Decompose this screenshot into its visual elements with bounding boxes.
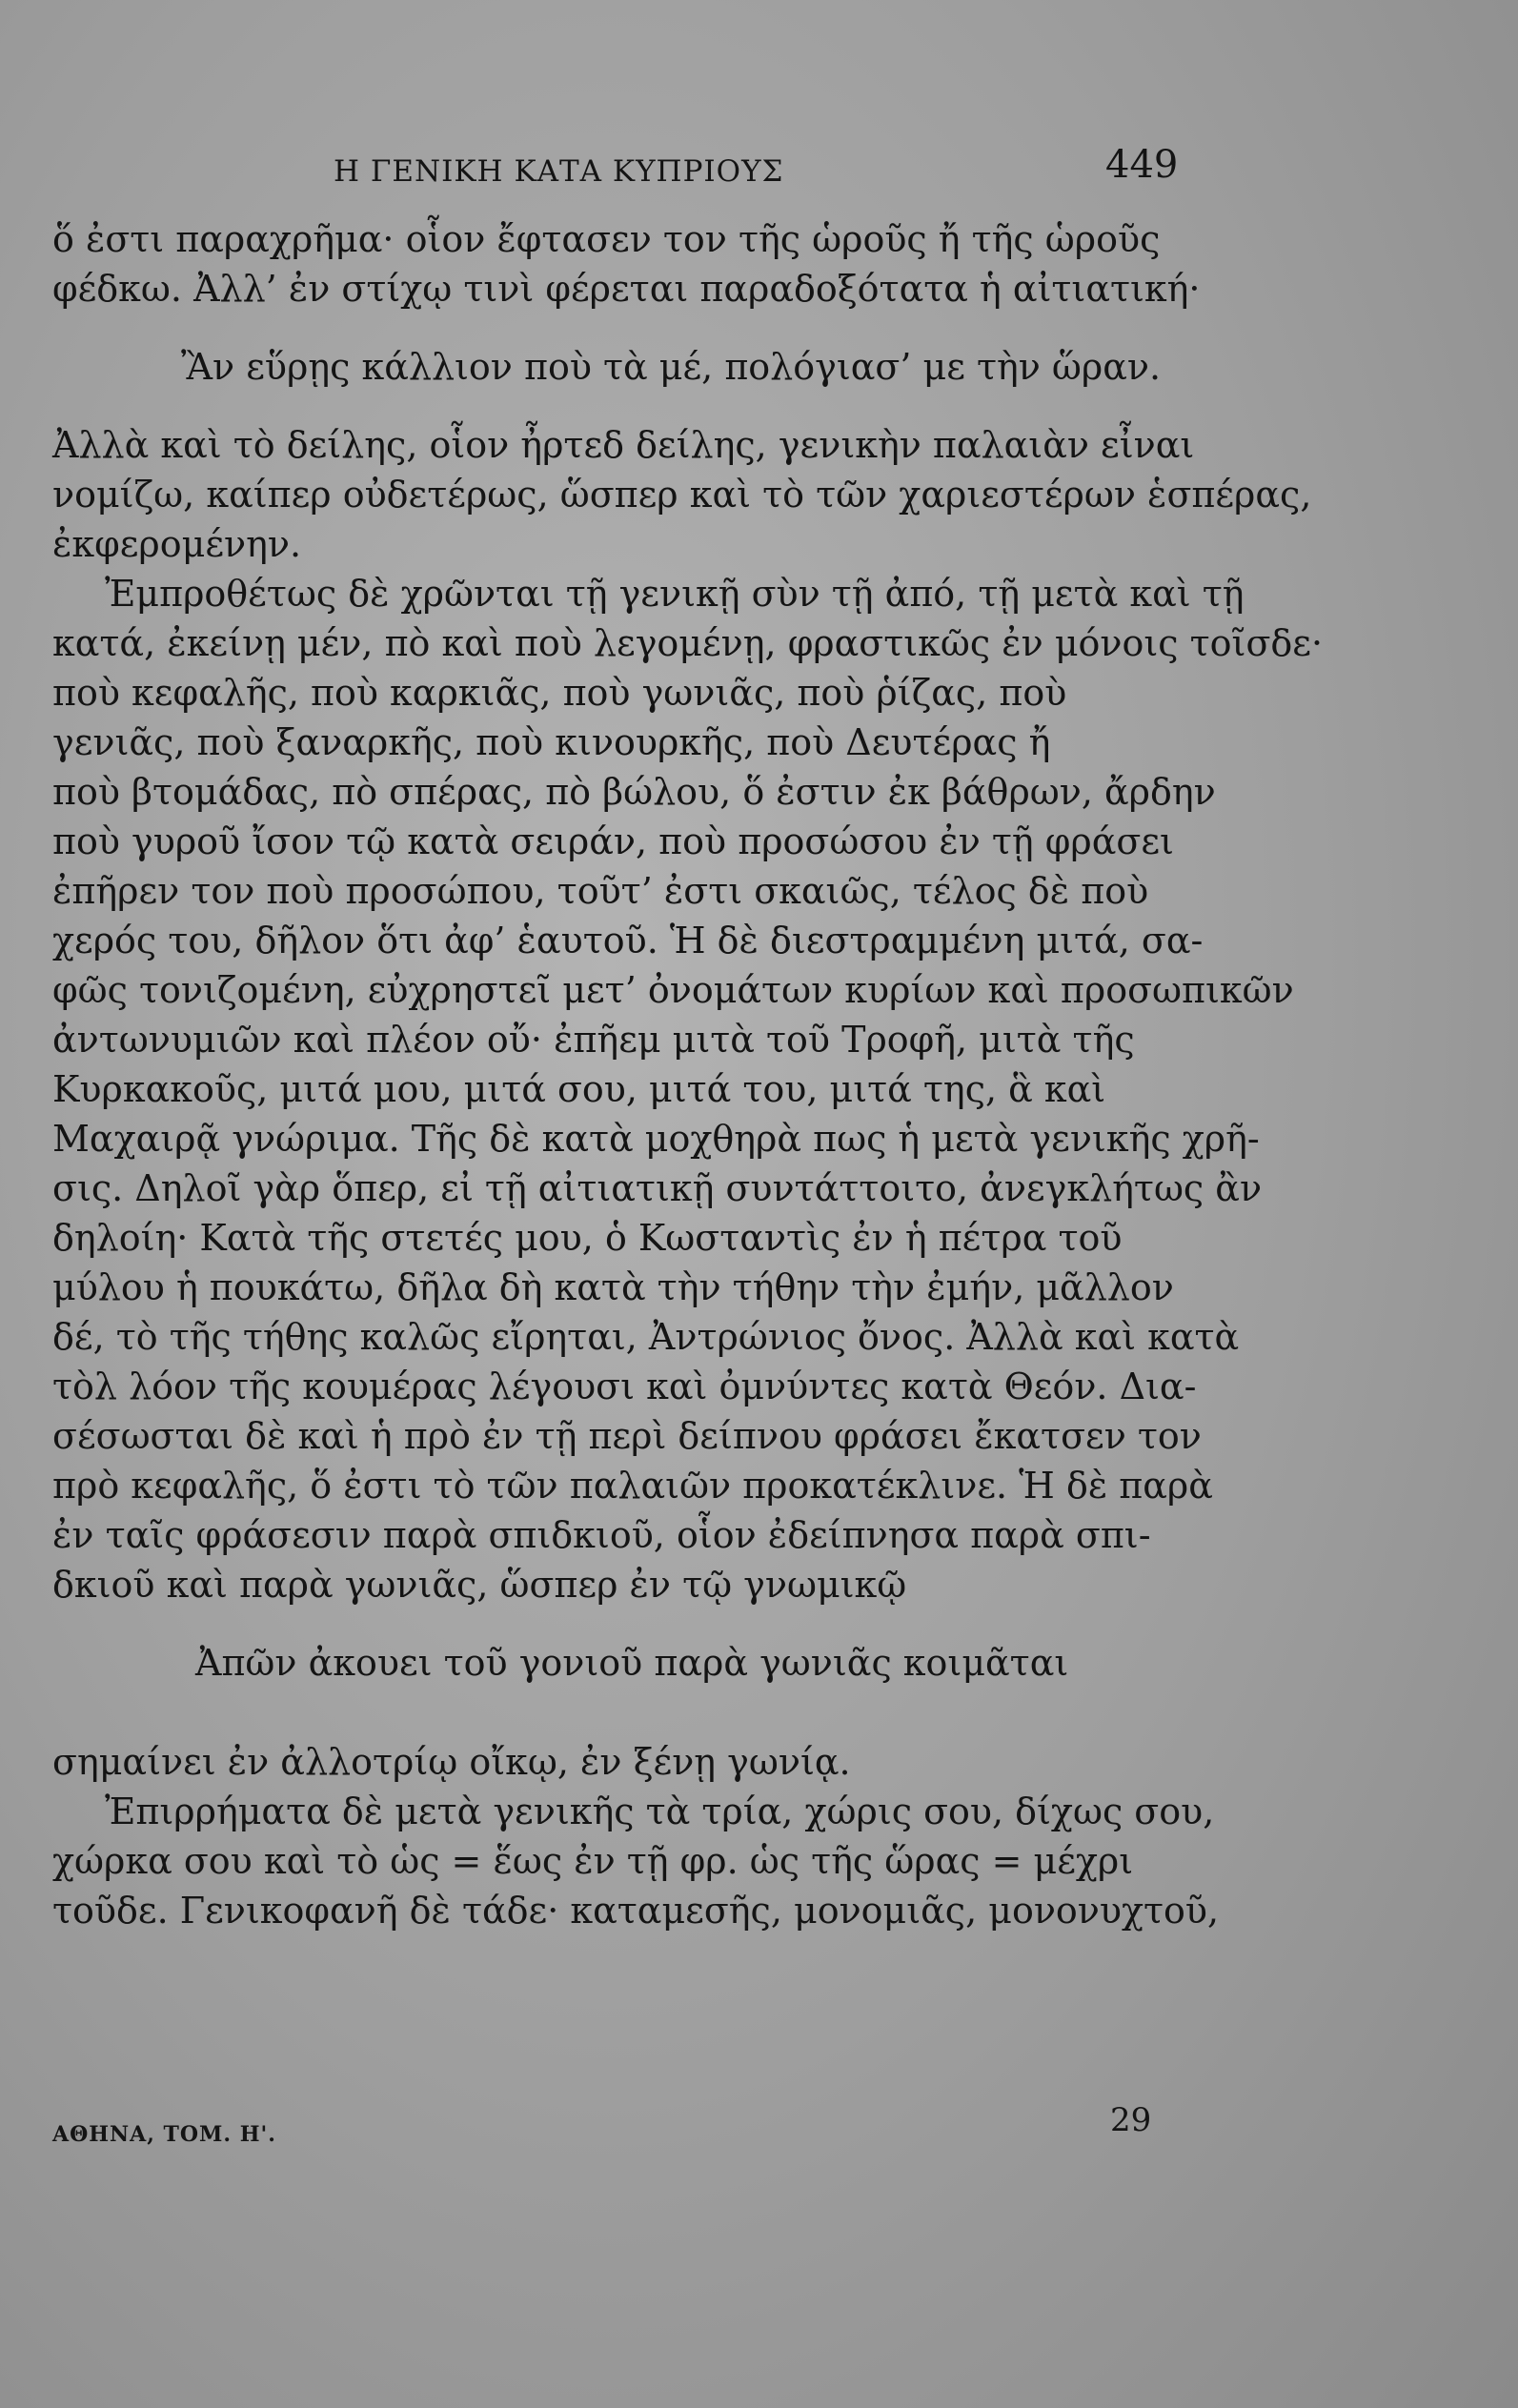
text-line: Ἐμπροθέτως δὲ χρῶνται τῇ γενικῇ σὺν τῇ ἀπό, τῇ μετὰ καὶ τῇ [105, 573, 1245, 615]
signature-mark: ΑΘΗΝΑ, ΤΟΜ. Η'. [52, 2122, 276, 2147]
text-line: ποὺ κεφαλῆς, ποὺ καρκιᾶς, ποὺ γωνιᾶς, ποὺ ῥίζας, ποὺ [52, 672, 1067, 714]
text-line: κατά, ἐκείνῃ μέν, πὸ καὶ ποὺ λεγομένῃ, φραστικῶς ἐν μόνοις τοῖσδε· [52, 622, 1324, 664]
body-text [52, 214, 1324, 1935]
page-header [0, 143, 1518, 200]
text-line: τὸλ λόον τῆς κουμέρας λέγουσι καὶ ὀμνύντες κατὰ Θεόν. Δια- [52, 1366, 1197, 1407]
text-line: δηλοίη· Κατὰ τῆς στετές μου, ὁ Κωσταντὶς ἐν ἡ πέτρα τοῦ [52, 1217, 1123, 1259]
verse-line: Ἂν εὕρῃς κάλλιον ποὺ τὰ μέ, πολόγιασ’ με τὴν ὥραν. [181, 346, 1162, 388]
text-line: τοῦδε. Γενικοφανῆ δὲ τάδε· καταμεσῆς, μονομιᾶς, μονονυχτοῦ, [52, 1890, 1220, 1932]
text-line: χώρκα σου καὶ τὸ ὡς = ἕως ἐν τῇ φρ. ὡς τῆς ὥρας = μέχρι [52, 1840, 1134, 1882]
text-line: Ἀλλὰ καὶ τὸ δείλης, οἷον ἦρτεδ δείλης, γενικὴν παλαιὰν εἶναι [52, 424, 1195, 466]
text-line: σις. Δηλοῖ γὰρ ὅπερ, εἰ τῇ αἰτιατικῇ συντάττοιτο, ἀνεγκλήτως ἂν [52, 1167, 1263, 1209]
text-line: μύλου ἡ πουκάτω, δῆλα δὴ κατὰ τὴν τήθην τὴν ἐμήν, μᾶλλον [52, 1266, 1174, 1308]
text-line: σημαίνει ἐν ἀλλοτρίῳ οἴκῳ, ἐν ξένῃ γωνίᾳ. [52, 1741, 851, 1783]
text-line: νομίζω, καίπερ οὐδετέρως, ὥσπερ καὶ τὸ τῶν χαριεστέρων ἑσπέρας, [52, 474, 1312, 516]
sheet-number: 29 [1110, 2101, 1152, 2139]
text-line: ἐπῆρεν τον ποὺ προσώπου, τοῦτ’ ἐστι σκαιῶς, τέλος δὲ ποὺ [52, 870, 1149, 912]
page-number: 449 [1105, 143, 1179, 187]
text-line: ποὺ βτομάδας, πὸ σπέρας, πὸ βώλου, ὅ ἐστιν ἐκ βάθρων, ἄρδην [52, 771, 1216, 813]
verse-line: Ἀπῶν ἀκουει τοῦ γονιοῦ παρὰ γωνιᾶς κοιμᾶται [195, 1642, 1069, 1684]
text-line: πρὸ κεφαλῆς, ὅ ἐστι τὸ τῶν παλαιῶν προκατέκλινε. Ἡ δὲ παρὰ [52, 1465, 1213, 1507]
page-footer [52, 2101, 1196, 2158]
text-line: ὅ ἐστι παραχρῆμα· οἷον ἔφτασεν τον τῆς ὡροῦς ἤ τῆς ὡροῦς [52, 218, 1161, 260]
text-line: ποὺ γυροῦ ἴσον τῷ κατὰ σειράν, ποὺ προσώσου ἐν τῇ φράσει [52, 820, 1174, 862]
text-line: Μαχαιρᾷ γνώριμα. Τῆς δὲ κατὰ μοχθηρὰ πως ἡ μετὰ γενικῆς χρῆ- [52, 1118, 1260, 1160]
text-line: δέ, τὸ τῆς τήθης καλῶς εἴρηται, Ἀντρώνιος ὄνος. Ἀλλὰ καὶ κατὰ [52, 1316, 1240, 1358]
text-line: Κυρκακοῦς, μιτά μου, μιτά σου, μιτά του, μιτά της, ἃ καὶ [52, 1068, 1106, 1110]
text-line: ἐκφερομένην. [52, 523, 302, 565]
text-line: Ἐπιρρήματα δὲ μετὰ γενικῆς τὰ τρία, χώρις σου, δίχως σου, [105, 1791, 1215, 1832]
text-line: φῶς τονιζομένη, εὐχρηστεῖ μετ’ ὀνομάτων κυρίων καὶ προσωπικῶν [52, 969, 1294, 1011]
running-head: Η ΓΕΝΙΚΗ ΚΑΤΑ ΚΥΠΡΙΟΥΣ [334, 154, 784, 189]
text-line: ἀντωνυμιῶν καὶ πλέον οὔ· ἐπῆεμ μιτὰ τοῦ Τροφῆ, μιτὰ τῆς [52, 1019, 1135, 1061]
text-line: σέσωσται δὲ καὶ ἡ πρὸ ἐν τῇ περὶ δείπνου φράσει ἔκατσεν τον [52, 1415, 1202, 1457]
text-line: φέδκω. Ἀλλ’ ἐν στίχῳ τινὶ φέρεται παραδοξότατα ἡ αἰτιατική· [52, 268, 1201, 310]
text-line: δκιοῦ καὶ παρὰ γωνιᾶς, ὥσπερ ἐν τῷ γνωμικῷ [52, 1564, 907, 1606]
text-line: γενιᾶς, ποὺ ξαναρκῆς, ποὺ κινουρκῆς, ποὺ Δευτέρας ἤ [52, 721, 1051, 763]
text-line: χερός του, δῆλον ὅτι ἀφ’ ἑαυτοῦ. Ἡ δὲ διεστραμμένη μιτά, σα- [52, 920, 1204, 961]
text-line: ἐν ταῖς φράσεσιν παρὰ σπιδκιοῦ, οἷον ἐδείπνησα παρὰ σπι- [52, 1514, 1151, 1556]
